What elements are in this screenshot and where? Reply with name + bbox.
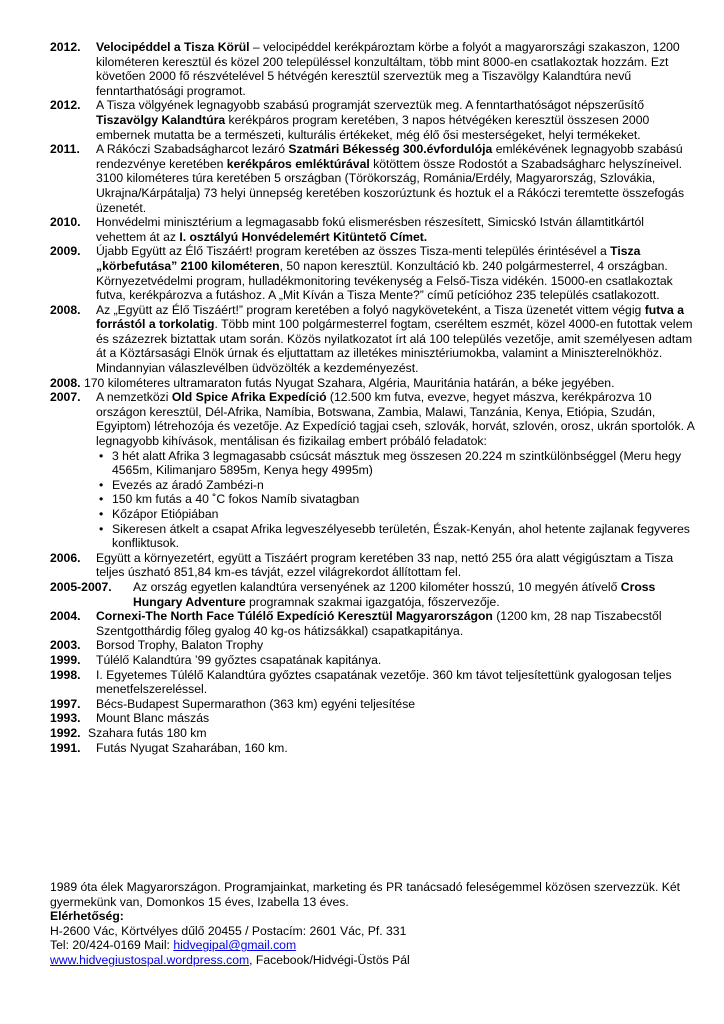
entry-highlight: Old Spice Afrika Expedíció	[171, 390, 327, 405]
entry-year: 1997.	[50, 696, 81, 711]
entry-text	[133, 580, 695, 609]
entry-text-run: , 50 napon keresztül. Konzultáció kb. 240 polgármesterrel, 4 országban. Környezetvédelmi program, hulladékmonitoring tevékenység a Felső-Tisza vidékén. 15000-en csatlakoztak futva, kerékpározva a futáshoz. A „Mit Kíván a Tisza Mente?” című petícióhoz 235 település csatlakozott.	[96, 258, 673, 303]
entry-text-run: programnak szakmai igazgatója, főszervezője.	[245, 594, 500, 609]
entry-highlight: Cornexi-The North Face Túlélő Expedíció Keresztül Magyarországon	[96, 609, 493, 624]
entry-text	[96, 40, 695, 98]
entry-text-run: Mount Blanc mászás	[96, 711, 210, 726]
entry-highlight: Tiszavölgy Kalandtúra	[96, 112, 226, 127]
entry-text-run: I. Egyetemes Túlélő Kalandtúra győztes csapatának vezetője. 360 km távot teljesítettünk gyalogosan teljes menetfelszereléssel.	[96, 667, 672, 697]
entry-text	[96, 711, 695, 726]
entry-highlight: Velocipéddel a Tisza Körül	[96, 40, 250, 54]
phone-label: Tel: 20/424-0169 Mail:	[50, 938, 174, 953]
entry-year: 1999.	[50, 652, 81, 667]
entry-text-run: A Tisza völgyének legnagyobb szabású programját szerveztük meg. A fenntarthatóságot népszerűsítő	[96, 98, 645, 113]
entry-text-run: Az ország egyetlen kalandtúra versenyének az 1200 kilométer hosszú, 10 megyén átívelő	[133, 579, 621, 594]
entry-text-run: Túlélő Kalandtúra ’99 győztes csapatának kapitánya.	[96, 652, 382, 667]
entry-text	[96, 142, 695, 215]
entry-row	[50, 40, 695, 98]
entry-year: 2008.	[50, 375, 81, 390]
entry-text-run: Az „Együtt az Élő Tiszáért!” program keretében a folyó nagyköveteként, a Tisza üzenetét vittem végig	[96, 302, 645, 317]
intro-paragraph: 1989 óta élek Magyarországon. Programjainkat, marketing és PR tanácsadó feleségemmel közösen szervezzük. Két gyermekünk van, Domonkos 15 éves, Izabella 13 éves.	[50, 880, 681, 909]
bullet-item: • 3 hét alatt Afrika 3 legmagasabb csúcsát másztuk meg összesen 20.224 m szintkülönbséggel (Meru hegy 4565m, Kilimanjaro 5895m, Kenya hegy 4995m)	[96, 449, 695, 478]
entry-text	[84, 376, 695, 391]
entry-year: 1993.	[50, 711, 81, 726]
entry-text-run: Újabb Együtt az Élő Tiszáért! program keretében az összes Tisza-menti település érintésével a	[96, 244, 611, 259]
entry-row	[50, 376, 695, 391]
entry-row	[50, 215, 695, 244]
entry-text-run: Futás Nyugat Szaharában, 160 km.	[96, 740, 288, 755]
entry-year: 1991.	[50, 740, 81, 755]
entry-text-run: Borsod Trophy, Balaton Trophy	[96, 638, 264, 653]
entry-text-run: (1200 km, 28 nap Tiszabecstől Szentgotthárdig főleg gyalog 40 kg-os hátizsákkal) csapatkapitánya.	[96, 609, 662, 638]
entry-row	[50, 390, 695, 551]
entry-year: 2006.	[50, 550, 81, 565]
entry-year: 2012.	[50, 40, 81, 54]
entry-row	[50, 711, 695, 726]
web-line	[50, 953, 690, 968]
bullet-item: • Sikeresen átkelt a csapat Afrika legveszélyesebb területén, Észak-Kenyán, ahol hetente zajlanak fegyveres konfliktusok.	[96, 522, 695, 551]
address-line: H-2600 Vác, Körtvélyes dűlő 20455 / Postacím: 2601 Vác, Pf. 331	[50, 923, 407, 938]
entry-text-run: . Több mint 100 polgármesterrel fogtam, cseréltem eszmét, közel 4000-en futottak velem és százezrek biztattak utam során. Közös nyilatkozatot írt alá 100 település vezetője, amit személyesen adtam át a Köztársasági Elnök úrnak és eljuttattam az illetékes minisztériumokba, valamint a Miniszterelnökhöz. Mindannyian válaszlevélben üdvözölték a kezdeményezést.	[96, 317, 693, 376]
entry-year: 1998.	[50, 667, 81, 682]
entry-text	[96, 668, 695, 697]
entry-year: 2010.	[50, 215, 81, 230]
website-link[interactable]: www.hidvegiustospal.wordpress.com	[50, 952, 250, 967]
entry-text-run: Szahara futás 180 km	[88, 725, 207, 740]
entry-text-run: emlékévének legnagyobb szabású rendezvénye keretében	[96, 142, 683, 171]
entry-text-run: kerékpáros program keretében, 3 napos hétvégéken keresztül összesen 2000 embernek mutatta be a természeti, kulturális értékeket, még élő ősi mesterségeket, helyi termékeket.	[96, 112, 650, 142]
entry-text	[96, 653, 695, 668]
entry-highlight: futva a forrástól a torkolatig	[96, 302, 685, 332]
entry-row	[50, 580, 695, 609]
entry-year: 2011.	[50, 142, 80, 157]
entry-text-run: Bécs-Budapest Supermarathon (363 km) egyéni teljesítése	[96, 696, 416, 711]
entry-text-run: Honvédelmi minisztérium a legmagasabb fokú elismerésben részesített, Simicskó István államtitkártól vehettem át az	[96, 215, 644, 244]
social-text: , Facebook/Hidvégi-Üstös Pál	[249, 952, 410, 967]
entry-text-run: A Rákóczi Szabadságharcot lezáró	[96, 142, 289, 157]
entry-highlight: Cross Hungary Adventure	[133, 579, 656, 609]
entry-year: 2003.	[50, 638, 81, 653]
entry-highlight: kerékpáros emléktúrával	[226, 156, 370, 171]
footer	[50, 880, 690, 968]
activity-list	[50, 40, 695, 755]
entry-text	[96, 697, 695, 712]
entry-text-run: Együtt a környezetért, együtt a Tiszáért program keretében 33 nap, nettó 255 óra alatt végigúsztam a Tisza teljes úszható 851,84 km-es távját, ezzel világrekordot állítottam fel.	[96, 550, 674, 580]
entry-year: 2008.	[50, 302, 81, 317]
entry-text	[96, 98, 695, 142]
entry-text	[96, 609, 695, 638]
entry-highlight: Tisza „körbefutása” 2100 kilométeren	[96, 244, 641, 273]
entry-text-run: (12.500 km futva, evezve, hegyet mászva, kerékpározva 10 országon keresztül, Dél-Afrika, Namíbia, Botswana, Zambia, Malawi, Tanzánia, Kenya, Etiópia, Szudán, Egyiptom) létrehozója és vezetője. Az Expedíció tagjai cseh, szlovák, horvát, szlovén, orosz, ukrán sportolók. A legnagyobb kihívások, mentálisan és fizikailag embert próbáló feladatok:	[96, 390, 695, 449]
entry-year: 2004.	[50, 609, 81, 624]
contact-heading: Elérhetőség:	[50, 909, 124, 924]
entry-year: 2005-2007.	[50, 579, 112, 594]
entry-row	[50, 697, 695, 712]
entry-text-run: kötöttem össze Rodostót a Szabadságharc helyszíneivel. 3100 kilométeres túra keretében 5 országban (Törökország, Románia/Erdély, Magyarország, Szlovákia, Ukrajna/Kárpátalja) 73 helyi ünnepség keretében koszorúztunk és hoztuk el a Rákóczi teremtette összefogás üzenetét.	[96, 156, 685, 215]
entry-text	[88, 726, 695, 741]
entry-highlight: Szatmári Békesség 300.évfordulója	[288, 142, 493, 157]
email-link[interactable]: hidvegipal@gmail.com	[173, 938, 297, 953]
entry-row	[50, 244, 695, 302]
entry-text	[96, 741, 695, 756]
bullet-list	[96, 449, 695, 551]
entry-year: 2012.	[50, 98, 81, 113]
entry-row	[50, 609, 695, 638]
entry-text	[96, 390, 695, 551]
entry-year: 1992.	[50, 725, 81, 740]
entry-text	[96, 303, 695, 376]
bullet-item: • 150 km futás a 40 ˚C fokos Namíb sivatagban	[96, 492, 695, 507]
entry-row	[50, 303, 695, 376]
entry-row	[50, 638, 695, 653]
entry-text	[96, 215, 695, 244]
entry-text-run: A nemzetközi	[96, 390, 172, 405]
entry-text	[96, 244, 695, 302]
entry-row	[50, 653, 695, 668]
entry-year: 2007.	[50, 390, 81, 405]
phone-mail-line	[50, 938, 690, 953]
entry-row	[50, 551, 695, 580]
entry-text	[96, 638, 695, 653]
bullet-item: • Kőzápor Etiópiában	[96, 507, 695, 522]
entry-row	[50, 726, 695, 741]
bullet-item: • Evezés az áradó Zambézi-n	[96, 478, 695, 493]
entry-row	[50, 668, 695, 697]
entry-text-run: 170 kilométeres ultramaraton futás Nyugat Szahara, Algéria, Mauritánia határán, a béke jegyében.	[84, 375, 615, 390]
entry-row	[50, 741, 695, 756]
entry-text	[96, 551, 695, 580]
entry-text-run: – velocipéddel kerékpároztam körbe a folyót a magyarországi szakaszon, 1200 kilométeren keresztül és közel 200 településsel konzultáltam, több mint 8000-en csatlakoztak hozzám. Ezt követően 2000 fő részvételével 5 hétvégén keresztül szerveztük meg a Tiszavölgy Kalandtúra nevű fenntarthatósági programot.	[96, 40, 680, 98]
entry-row	[50, 98, 695, 142]
entry-row	[50, 142, 695, 215]
entry-year: 2009.	[50, 244, 81, 259]
entry-highlight: I. osztályú Honvédelemért Kitüntető Címet.	[179, 229, 428, 244]
